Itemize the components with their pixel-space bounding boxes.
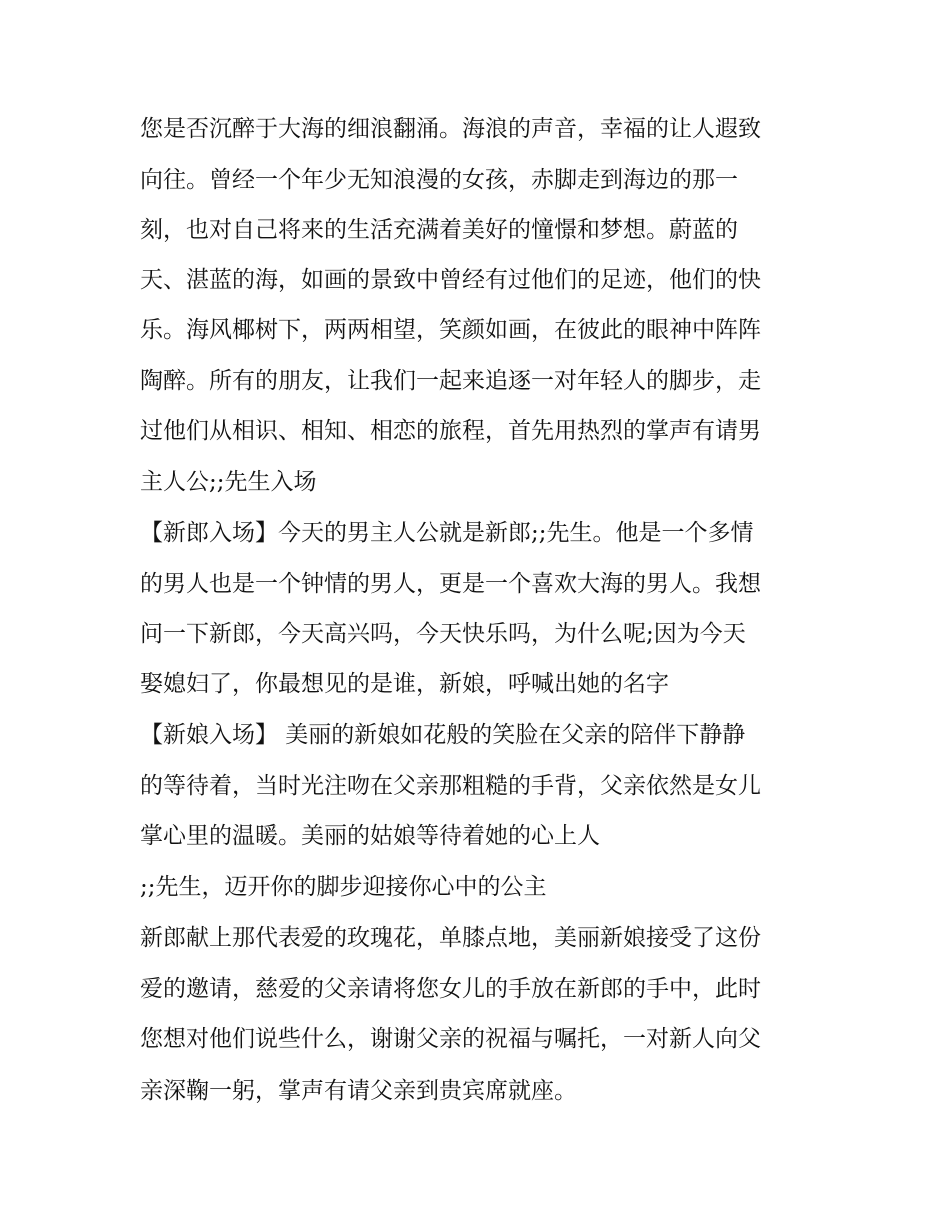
text-line: 向往。曾经一个年少无知浪漫的女孩，赤脚走到海边的那一: [140, 167, 738, 193]
section-heading-bride-entrance: 【新娘入场】 美丽的新娘如花般的笑脸在父亲的陪伴下静静: [140, 722, 746, 748]
text-line: 过他们从相识、相知、相恋的旅程，首先用热烈的掌声有请男: [140, 418, 761, 444]
text-line: 您想对他们说些什么，谢谢父亲的祝福与嘱托，一对新人向父: [140, 1026, 761, 1052]
text-line: ;;先生，迈开你的脚步迎接你心中的公主: [140, 874, 547, 900]
text-line: 您是否沉醉于大海的细浪翻涌。海浪的声音，幸福的让人遐致: [140, 116, 761, 142]
text-line: 的男人也是一个钟情的男人，更是一个喜欢大海的男人。我想: [140, 571, 761, 597]
text-line: 爱的邀请，慈爱的父亲请将您女儿的手放在新郎的手中，此时: [140, 976, 761, 1002]
text-line: 主人公;;先生入场: [140, 469, 317, 495]
text-line: 掌心里的温暖。美丽的姑娘等待着她的心上人: [140, 823, 600, 849]
text-line: 陶醉。所有的朋友，让我们一起来追逐一对年轻人的脚步，走: [140, 368, 761, 394]
text-line: 新郎献上那代表爱的玫瑰花，单膝点地，美丽新娘接受了这份: [140, 925, 761, 951]
text-line: 娶媳妇了，你最想见的是谁，新娘，呼喊出她的名字: [140, 671, 669, 697]
text-line: 的等待着，当时光注吻在父亲那粗糙的手背，父亲依然是女儿: [140, 773, 761, 799]
text-line: 天、湛蓝的海，如画的景致中曾经有过他们的足迹，他们的快: [140, 267, 761, 293]
text-line: 乐。海风椰树下，两两相望，笑颜如画，在彼此的眼神中阵阵: [140, 317, 761, 343]
section-heading-groom-entrance: 【新郎入场】今天的男主人公就是新郎;;先生。他是一个多情: [140, 520, 754, 546]
text-line: 问一下新郎，今天高兴吗，今天快乐吗，为什么呢;因为今天: [140, 621, 746, 647]
text-line: 刻，也对自己将来的生活充满着美好的憧憬和梦想。蔚蓝的: [140, 217, 738, 243]
text-line: 亲深鞠一躬，掌声有请父亲到贵宾席就座。: [140, 1078, 577, 1104]
